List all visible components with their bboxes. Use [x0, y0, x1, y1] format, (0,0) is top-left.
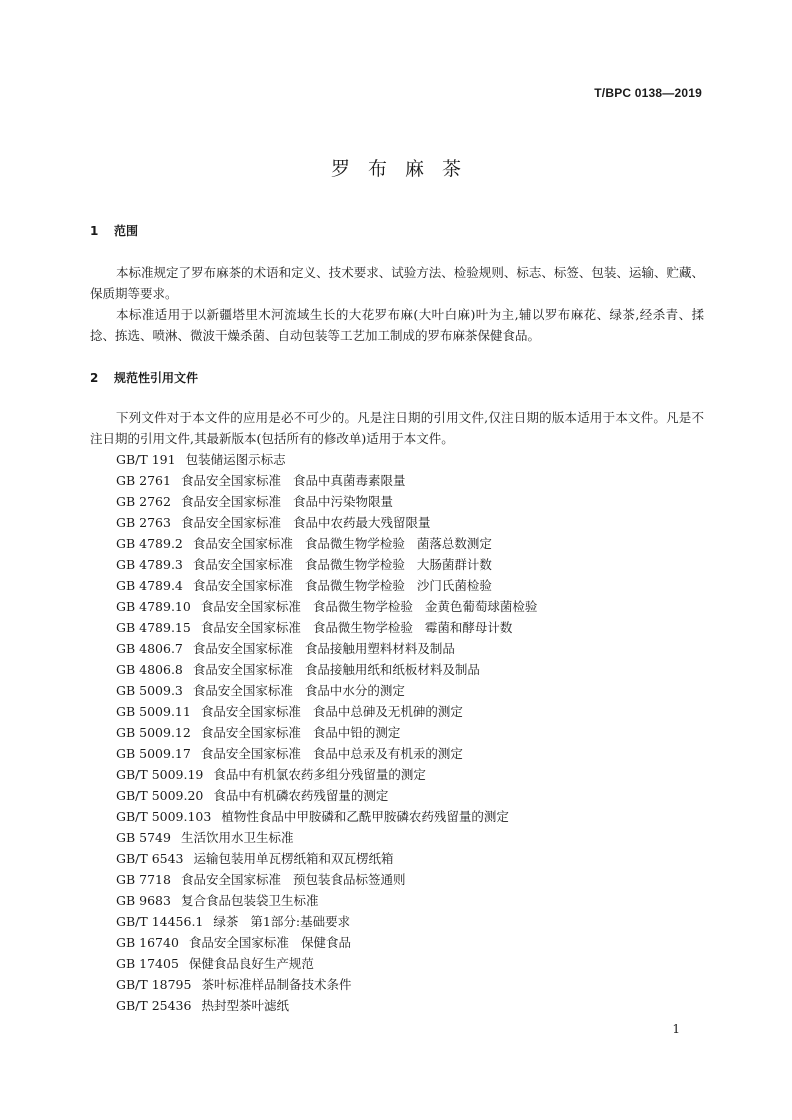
reference-code: GB/T 5009.19: [116, 767, 204, 782]
reference-code: GB/T 5009.103: [116, 809, 212, 824]
reference-code: GB/T 6543: [116, 851, 184, 866]
reference-title-part: 食品中水分的测定: [304, 683, 405, 698]
reference-item: [116, 974, 537, 995]
reference-title-part: 食品中总砷及无机砷的测定: [312, 704, 463, 719]
reference-title-part: 复合食品包装袋卫生标准: [180, 893, 319, 908]
section-number: 2: [90, 371, 99, 385]
reference-item: [116, 995, 537, 1016]
reference-code: GB 2762: [116, 494, 171, 509]
reference-item: [116, 890, 537, 911]
reference-title-part: 食品安全国家标准: [200, 725, 301, 740]
reference-title-part: 食品安全国家标准: [192, 557, 293, 572]
reference-title-part: 食品安全国家标准: [180, 494, 281, 509]
standard-code: T/BPC 0138—2019: [594, 86, 702, 100]
page-number: 1: [672, 1022, 680, 1036]
reference-title-part: 食品微生物学检验: [304, 578, 405, 593]
reference-code: GB 2763: [116, 515, 171, 530]
reference-title-part: 食品安全国家标准: [192, 662, 293, 677]
reference-code: GB 4789.10: [116, 599, 191, 614]
reference-item: [116, 659, 537, 680]
section-heading-scope: [90, 222, 138, 239]
reference-title-part: 食品安全国家标准: [180, 872, 281, 887]
reference-item: [116, 932, 537, 953]
reference-title-part: 大肠菌群计数: [416, 557, 492, 572]
reference-code: GB 4806.7: [116, 641, 183, 656]
reference-code: GB/T 25436: [116, 998, 192, 1013]
reference-item: [116, 449, 537, 470]
reference-item: [116, 743, 537, 764]
reference-title-part: 食品中总汞及有机汞的测定: [312, 746, 463, 761]
reference-item: [116, 596, 537, 617]
reference-item: [116, 764, 537, 785]
reference-title-part: 食品安全国家标准: [192, 536, 293, 551]
document-title: 罗布麻茶: [330, 158, 479, 180]
reference-code: GB 5009.17: [116, 746, 191, 761]
reference-title-part: 食品安全国家标准: [200, 599, 301, 614]
reference-code: GB 2761: [116, 473, 171, 488]
reference-code: GB 4789.4: [116, 578, 183, 593]
section-heading-normative-references: [90, 369, 198, 386]
reference-title-part: 食品中污染物限量: [292, 494, 393, 509]
reference-code: GB 17405: [116, 956, 179, 971]
reference-title-part: 生活饮用水卫生标准: [180, 830, 294, 845]
reference-title-part: 食品微生物学检验: [312, 620, 413, 635]
reference-title-part: 食品安全国家标准: [200, 704, 301, 719]
references-intro-paragraph: 下列文件对于本文件的应用是必不可少的。凡是注日期的引用文件,仅注日期的版本适用于本文件。凡是不注日期的引用文件,其最新版本(包括所有的修改单)适用于本文件。: [90, 410, 704, 446]
reference-item: [116, 701, 537, 722]
reference-code: GB/T 5009.20: [116, 788, 204, 803]
reference-title-part: 食品安全国家标准: [200, 620, 301, 635]
reference-title-part: 食品接触用纸和纸板材料及制品: [304, 662, 480, 677]
reference-code: GB 4789.2: [116, 536, 183, 551]
reference-code: GB 5749: [116, 830, 171, 845]
reference-item: [116, 533, 537, 554]
reference-item: [116, 953, 537, 974]
reference-title-part: 食品安全国家标准: [180, 515, 281, 530]
scope-paragraph-2: 本标准适用于以新疆塔里木河流域生长的大花罗布麻(大叶白麻)叶为主,辅以罗布麻花、绿茶,经杀青、揉捻、拣选、喷淋、微波干燥杀菌、自动包装等工艺加工制成的罗布麻茶保健食品。: [90, 307, 704, 343]
reference-title-part: 菌落总数测定: [416, 536, 492, 551]
reference-title-part: 第1部分:基础要求: [250, 914, 351, 929]
reference-title-part: 运输包装用单瓦楞纸箱和双瓦楞纸箱: [193, 851, 394, 866]
reference-title-part: 霉菌和酵母计数: [424, 620, 513, 635]
reference-item: [116, 848, 537, 869]
reference-item: [116, 575, 537, 596]
reference-title-part: 金黄色葡萄球菌检验: [424, 599, 538, 614]
reference-code: GB 4789.3: [116, 557, 183, 572]
reference-item: [116, 470, 537, 491]
reference-title-part: 热封型茶叶滤纸: [201, 998, 289, 1013]
reference-code: GB 9683: [116, 893, 171, 908]
reference-code: GB 7718: [116, 872, 171, 887]
reference-code: GB/T 14456.1: [116, 914, 204, 929]
reference-code: GB 16740: [116, 935, 179, 950]
reference-code: GB 5009.11: [116, 704, 191, 719]
reference-title-part: 沙门氏菌检验: [416, 578, 492, 593]
reference-code: GB 5009.3: [116, 683, 183, 698]
reference-title-part: 食品安全国家标准: [192, 641, 293, 656]
reference-item: [116, 869, 537, 890]
reference-item: [116, 785, 537, 806]
reference-title-part: 食品接触用塑料材料及制品: [304, 641, 455, 656]
reference-title-part: 食品安全国家标准: [192, 578, 293, 593]
reference-title-part: 食品微生物学检验: [304, 536, 405, 551]
reference-title-part: 食品中有机磷农药残留量的测定: [213, 788, 389, 803]
reference-title-part: 食品微生物学检验: [304, 557, 405, 572]
reference-title-part: 食品中真菌毒素限量: [292, 473, 406, 488]
scope-paragraph-1: 本标准规定了罗布麻茶的术语和定义、技术要求、试验方法、检验规则、标志、标签、包装、运输、贮藏、保质期等要求。: [90, 265, 704, 301]
reference-item: [116, 806, 537, 827]
reference-item: [116, 911, 537, 932]
reference-title-part: 保健食品: [300, 935, 351, 950]
reference-title-part: 食品微生物学检验: [312, 599, 413, 614]
reference-item: [116, 680, 537, 701]
reference-title-part: 食品安全国家标准: [200, 746, 301, 761]
reference-item: [116, 722, 537, 743]
section-title: 规范性引用文件: [114, 371, 199, 385]
reference-item: [116, 491, 537, 512]
reference-list: [116, 449, 537, 1016]
reference-code: GB/T 191: [116, 452, 176, 467]
reference-title-part: 食品中有机氯农药多组分残留量的测定: [213, 767, 426, 782]
reference-code: GB 4806.8: [116, 662, 183, 677]
reference-title-part: 食品安全国家标准: [188, 935, 289, 950]
reference-item: [116, 827, 537, 848]
reference-item: [116, 638, 537, 659]
reference-title-part: 食品安全国家标准: [192, 683, 293, 698]
reference-title-part: 食品中铅的测定: [312, 725, 401, 740]
reference-code: GB 4789.15: [116, 620, 191, 635]
reference-title-part: 包装储运图示标志: [185, 452, 286, 467]
reference-title-part: 食品安全国家标准: [180, 473, 281, 488]
reference-title-part: 预包装食品标签通则: [292, 872, 406, 887]
reference-code: GB 5009.12: [116, 725, 191, 740]
reference-item: [116, 554, 537, 575]
section-title: 范围: [114, 224, 139, 238]
reference-item: [116, 512, 537, 533]
reference-title-part: 茶叶标准样品制备技术条件: [201, 977, 352, 992]
reference-code: GB/T 18795: [116, 977, 192, 992]
reference-title-part: 食品中农药最大残留限量: [292, 515, 431, 530]
reference-title-part: 植物性食品中甲胺磷和乙酰甲胺磷农药残留量的测定: [221, 809, 509, 824]
reference-item: [116, 617, 537, 638]
section-number: 1: [90, 224, 99, 238]
reference-title-part: 绿茶: [213, 914, 239, 929]
reference-title-part: 保健食品良好生产规范: [188, 956, 314, 971]
